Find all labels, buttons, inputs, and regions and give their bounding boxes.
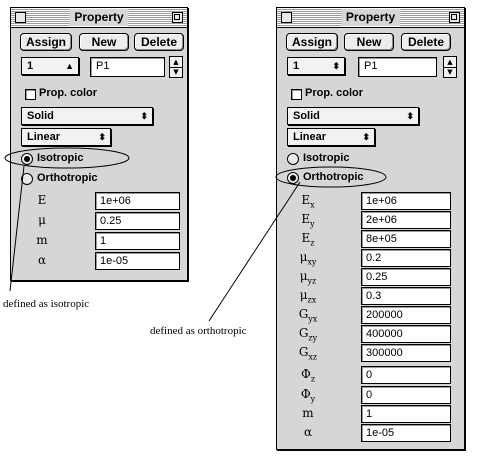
- param-symbol: $E_y$: [301, 212, 315, 229]
- param-field[interactable]: 1e-05: [95, 252, 180, 270]
- param-symbol: $E_z$: [301, 231, 315, 248]
- isotropic-label: Isotropic: [303, 152, 350, 164]
- updown-arrows-icon: ▲: [65, 61, 74, 71]
- param-field[interactable]: 0: [361, 366, 451, 384]
- param-symbol: $\mu_{zx}$: [299, 288, 317, 305]
- stepper-down-icon[interactable]: ▼: [173, 68, 179, 76]
- assign-button[interactable]: Assign: [286, 33, 338, 51]
- param-field[interactable]: 1e-05: [361, 424, 451, 442]
- param-field[interactable]: 1: [361, 405, 451, 423]
- property-number-value: 1: [27, 60, 34, 72]
- delete-button[interactable]: Delete: [401, 33, 451, 51]
- param-symbol: $G_{yx}$: [298, 307, 318, 324]
- param-symbol: $G_{xz}$: [298, 345, 318, 362]
- param-symbol: m: [302, 406, 314, 420]
- orthotropic-label: Orthotropic: [37, 172, 98, 184]
- param-symbol: $\Phi_z$: [300, 367, 316, 384]
- assign-button[interactable]: Assign: [20, 33, 72, 51]
- updown-arrows-icon: ⬍: [98, 132, 106, 142]
- param-symbol: μ: [38, 213, 46, 227]
- param-field[interactable]: 200000: [361, 306, 451, 324]
- param-field[interactable]: 1: [95, 232, 180, 250]
- window-title: Property: [69, 9, 128, 26]
- orthotropic-callout-line: [209, 182, 300, 321]
- prop-color-label: Prop. color: [305, 87, 364, 99]
- param-symbol: $\Phi_y$: [300, 387, 316, 404]
- property-name-value: P1: [364, 60, 378, 72]
- property-number-value: 1: [293, 60, 300, 72]
- param-field[interactable]: 400000: [361, 325, 451, 343]
- updown-arrows-icon: ⬍: [140, 111, 148, 121]
- param-field[interactable]: 1e+06: [95, 192, 180, 210]
- isotropic-label: Isotropic: [37, 152, 84, 164]
- delete-button[interactable]: Delete: [134, 33, 184, 51]
- new-button[interactable]: New: [79, 33, 129, 51]
- param-symbol: $G_{zy}$: [298, 326, 318, 343]
- param-symbol: α: [37, 253, 47, 267]
- behavior-value: Linear: [293, 131, 327, 143]
- element-type-value: Solid: [293, 110, 320, 122]
- param-field[interactable]: 1e+06: [361, 192, 451, 210]
- param-field[interactable]: 300000: [361, 344, 451, 362]
- stepper-up-icon[interactable]: ▲: [170, 57, 182, 68]
- orthotropic-highlight-ellipse: [276, 167, 386, 187]
- param-field[interactable]: 0.25: [95, 212, 180, 230]
- property-name-value: P1: [96, 60, 110, 72]
- isotropic-callout-line: [10, 166, 24, 291]
- param-field[interactable]: 8e+05: [361, 230, 451, 248]
- updown-arrows-icon: ⬍: [332, 61, 340, 71]
- updown-arrows-icon: ⬍: [362, 132, 370, 142]
- stepper-up-icon[interactable]: ▲: [444, 57, 456, 68]
- param-symbol: $\mu_{xy}$: [299, 250, 317, 267]
- stepper-down-icon[interactable]: ▼: [447, 68, 453, 76]
- param-field[interactable]: 2e+06: [361, 211, 451, 229]
- param-symbol: α: [303, 425, 313, 439]
- window-title: Property: [341, 9, 400, 26]
- updown-arrows-icon: ⬍: [406, 111, 414, 121]
- param-field[interactable]: 0.2: [361, 249, 451, 267]
- new-button[interactable]: New: [344, 33, 394, 51]
- param-symbol: $E_x$: [301, 193, 315, 210]
- behavior-value: Linear: [27, 131, 61, 143]
- isotropic-highlight-ellipse: [5, 148, 129, 168]
- element-type-value: Solid: [27, 110, 54, 122]
- param-symbol: m: [36, 233, 48, 247]
- annotation-isotropic: defined as isotropic: [3, 298, 90, 310]
- param-field[interactable]: 0: [361, 386, 451, 404]
- param-symbol: $\mu_{yz}$: [299, 269, 317, 286]
- orthotropic-label: Orthotropic: [303, 171, 364, 183]
- param-field[interactable]: 0.3: [361, 287, 451, 305]
- param-symbol: E: [37, 193, 47, 207]
- param-field[interactable]: 0.25: [361, 268, 451, 286]
- annotation-orthotropic: defined as orthotropic: [150, 325, 247, 337]
- prop-color-label: Prop. color: [39, 87, 98, 99]
